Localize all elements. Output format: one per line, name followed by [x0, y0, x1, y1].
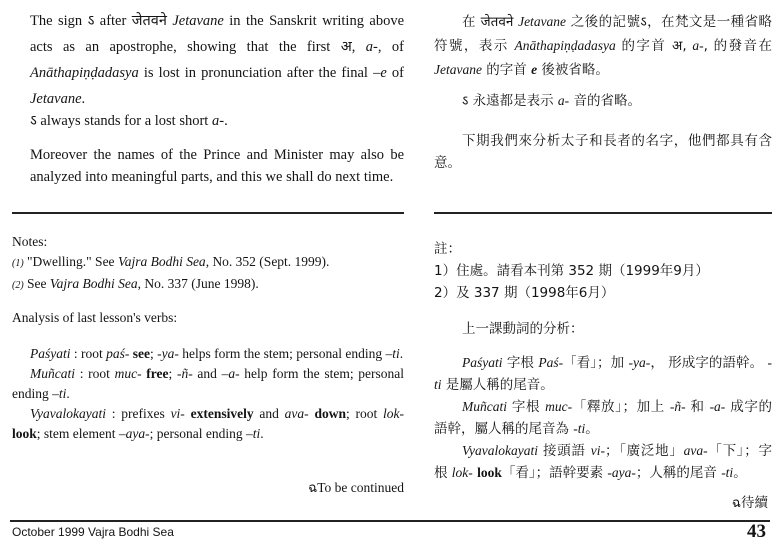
note-1: (1) "Dwelling." See Vajra Bodhi Sea, No. 352 (Sept. 1999).: [12, 254, 330, 269]
para-avagraha: ऽ always stands for a lost short a-.: [30, 113, 228, 129]
para-next-time: Moreover the names of the Prince and Minister may also be analyzed into meaningful parts, and this we shall do next time.: [30, 147, 404, 185]
para-avagraha-zh: ऽ 永遠都是表示 a- 音的省略。: [462, 93, 641, 109]
footer-issue: October 1999 Vajra Bodhi Sea: [12, 525, 174, 539]
verb-muncati-zh: Muñcati 字根 muc-「釋放」；加上 -ñ- 和 -a- 成字的語幹，屬人稱的尾音為 -ti。: [434, 399, 772, 437]
notes-section: [12, 232, 404, 296]
verb-vyavalokayati-zh: Vyavalokayati 接頭語 vi-；「廣泛地」ava-「下」；字根 lok- look「看」；語幹要素 -aya-；人稱的尾音 -ti。: [434, 443, 773, 481]
para-next-time-zh: 下期我們來分析太子和長者的名字，他們都具有含意。: [434, 133, 772, 171]
verbs-section-zh: [434, 352, 772, 484]
para-sign-explanation-zh: 在 जेतवने Jetavane 之後的記號ऽ，在梵文是一種省略符號，表示 Anāthapiṇḍadasya 的字首 अ, a-, 的發音在 Jetavane 的字首 e 後被省略。: [434, 14, 772, 78]
continued-note: ฉTo be continued: [308, 480, 404, 495]
page-number: 43: [747, 521, 766, 542]
verb-vyavalokayati: Vyavalokayati : prefixes vi- extensively and ava- down; root lok- look; stem element –aya-; personal ending –ti.: [12, 406, 405, 441]
footer-rule: [10, 520, 770, 522]
page-footer: [0, 520, 780, 544]
note-2-zh: 2）及 337 期（1998年6月）: [434, 285, 615, 301]
analysis-heading-zh: 上一課動詞的分析：: [462, 321, 584, 337]
notes-heading-zh: 註：: [434, 241, 461, 257]
analysis-heading: Analysis of last lesson's verbs:: [12, 310, 178, 325]
notes-heading: Notes:: [12, 234, 48, 249]
verbs-section: [12, 344, 404, 444]
section-divider-zh: [434, 212, 772, 214]
verb-muncati: Muñcati : root muc- free; -ñ- and –a- help form the stem; personal ending –ti.: [12, 366, 405, 401]
section-divider: [12, 212, 404, 214]
verb-pasyati-zh: Paśyati 字根 Paś-「看」；加 -ya-， 形成字的語幹。 -ti 是屬人稱的尾音。: [434, 355, 772, 393]
para-sign-explanation: The sign ऽ after जेतवने Jetavane in the Sanskrit writing above acts as an apostrophe, showing that the first अ, a-, of Anāthapiṇḍadasya is lost in pronunciation after the final –e of Jetavane.: [30, 13, 405, 107]
notes-section-zh: [434, 238, 772, 304]
continued-note-zh: ฉ待續: [731, 495, 768, 511]
note-1-zh: 1）住處。請看本刊第 352 期（1999年9月）: [434, 263, 709, 279]
verb-pasyati: Paśyati : root paś- see; -ya- helps form the stem; personal ending –ti.: [30, 346, 404, 361]
note-2: (2) See Vajra Bodhi Sea, No. 337 (June 1998).: [12, 276, 259, 291]
